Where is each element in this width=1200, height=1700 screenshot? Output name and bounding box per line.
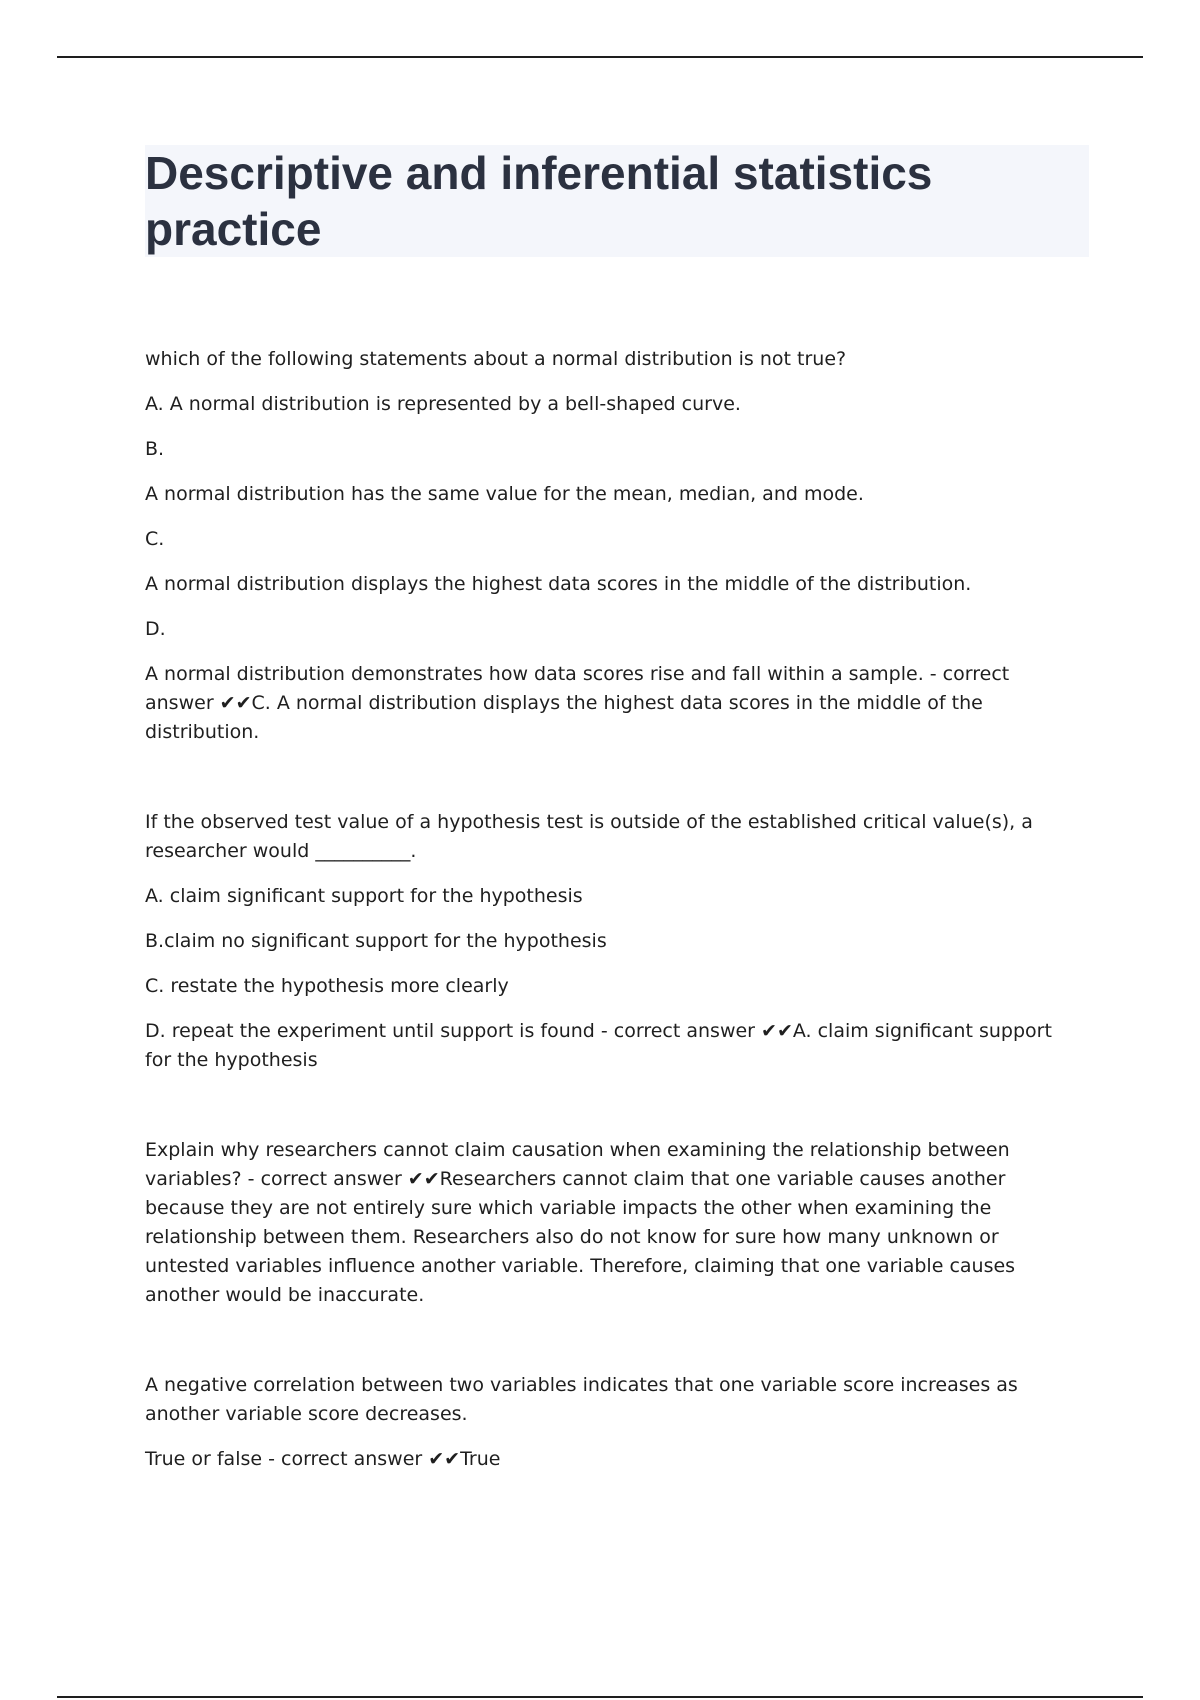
question-answer-text: Explain why researchers cannot claim causation when examining the relationship between variables? - correct answer ✔✔Researchers cannot claim that one variable causes another because they are not entirely sure which variable impacts the other when examining the relationship between them. Researchers also do not know for sure how many unknown or untested variables influence another variable. Therefore, claiming that one variable causes another would be inaccurate. <box>145 1139 1016 1306</box>
answer-text: True or false - correct answer ✔✔True <box>145 1448 501 1470</box>
question-text: which of the following statements about a normal distribution is not true? <box>145 348 847 370</box>
document-body <box>145 345 1075 1535</box>
question-text: A negative correlation between two variables indicates that one variable score increases as another variable score decreases. <box>145 1374 1018 1425</box>
option-b-text: A normal distribution has the same value for the mean, median, and mode. <box>145 483 864 505</box>
question-text: If the observed test value of a hypothesis test is outside of the established critical value(s), a researcher would __________. <box>145 811 1033 862</box>
option-d-answer: D. repeat the experiment until support is found - correct answer ✔✔A. claim significant support for the hypothesis <box>145 1020 1052 1071</box>
question-block-hypothesis-test <box>145 808 1075 1075</box>
option-c-text: A normal distribution displays the highest data scores in the middle of the distribution. <box>145 573 972 595</box>
option-b: B.claim no significant support for the hypothesis <box>145 930 607 952</box>
question-block-normal-distribution <box>145 345 1075 747</box>
document-title: Descriptive and inferential statistics practice <box>145 147 933 255</box>
option-a: A. A normal distribution is represented by a bell-shaped curve. <box>145 393 741 415</box>
option-a: A. claim significant support for the hypothesis <box>145 885 583 907</box>
option-d-label: D. <box>145 618 166 640</box>
question-block-causation <box>145 1136 1075 1310</box>
top-rule <box>57 56 1143 58</box>
option-b-label: B. <box>145 438 165 460</box>
option-c: C. restate the hypothesis more clearly <box>145 975 509 997</box>
bottom-rule <box>57 1696 1143 1698</box>
option-c-label: C. <box>145 528 165 550</box>
question-block-negative-correlation <box>145 1371 1075 1474</box>
option-d-answer: A normal distribution demonstrates how data scores rise and fall within a sample. - correct answer ✔✔C. A normal distribution displays the highest data scores in the middle of the distribution. <box>145 663 1010 743</box>
